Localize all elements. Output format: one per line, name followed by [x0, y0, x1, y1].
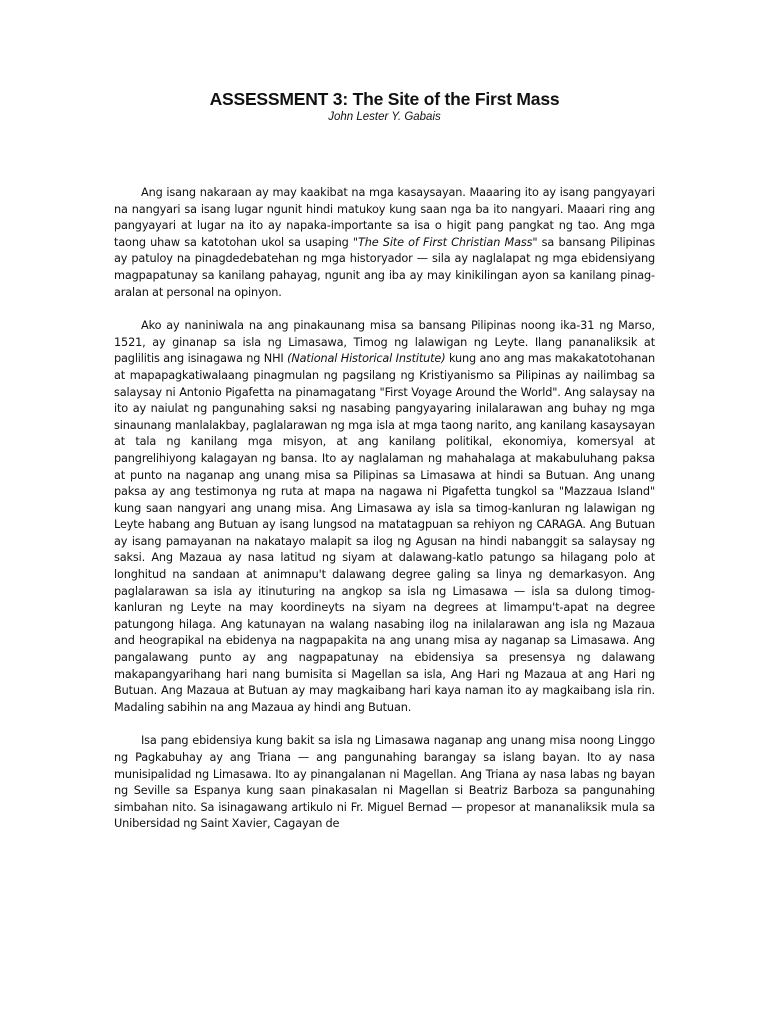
paragraph-text: kung ano ang mas makakatotohanan at mapapagkatiwalaang pinagmulan ng pagsilang ng Kristiyanismo sa Pilipinas ay nailimbag sa salaysay ni Antonio Pigafetta na pinamagatang "First Voyage Around the World". Ang salaysay na ito ay naiulat ng pangunahing saksi ng nasabing pangyayaring inilalarawan ang buhay ng mga sinaunang manlalakbay, paglalarawan ng mga isla at mga taong narito, ang kanilang kasaysayan at tala ng kanilang mga misyon, at ang kanilang politikal, ekonomiya, komersyal at pangrelihiyong kalagayan ng bansa. Ito ay naglalaman ng mahahalaga at makabuluhang paksa at punto na naganap ang unang misa sa Pilipinas sa Limasawa at hindi sa Butuan. Ang unang paksa ay ang testimonya ng ruta at mapa na nagawa ni Pigafetta tungkol sa "Mazzaua Island" kung saan nangyari ang unang misa. Ang Limasawa ay isla sa timog-kanluran ng lalawigan ng Leyte habang ang Butuan ay isang lungsod na matatagpuan sa rehiyon ng CARAGA. Ang Butuan ay isang pamayanan na nakatayo malapit sa ilog ng Agusan na hindi nabanggit sa salaysay ng saksi. Ang Mazaua ay nasa latitud ng siyam at dalawang-katlo patungo sa hilagang polo at longhitud na sandaan at animnapu't dalawang degree galing sa linya ng demarkasyon. Ang paglalarawan sa isla ay itinuturing na angkop sa isla ng Limasawa — isla sa dulong timog-kanluran ng Leyte na may koordineyts na siyam na degrees at limampu't-apat na degree patungong hilaga. Ang katunayan na walang nasabing ilog na inilalarawan ang isla ng Mazaua and heograpikal na ebidenya na nagpapakita na ang unang misa ay naganap sa Limasawa. Ang pangalawang punto ay ang nagpapatunay na ebidensiya sa presensya ng dalawang makapangyarihang hari nang bumisita si Magellan sa isla, Ang Hari ng Mazaua at ang Hari ng Butuan. Ang Mazaua at Butuan ay may magkaibang hari kaya naman ito ay magkaibang isla rin. Madaling sabihin na ang Mazaua ay hindi ang Butuan.: [114, 352, 655, 714]
emphasis-text: "The Site of First Christian Mass": [352, 235, 538, 249]
paragraph-triana: [114, 733, 655, 833]
paragraph-text: Ang isang nakaraan ay may kaakibat na mga kasaysayan. Maaaring ito ay isang pangyayari na nangyari sa isang lugar ngunit hindi matukoy kung saan nga ba ito nangyari. Maaari ring ang pangyayari at lugar na ito ay napaka-importante sa isa o higit pang pangkat ng tao. Ang mga taong uhaw sa katotohan ukol sa usaping: [114, 186, 655, 249]
paragraph-evidence: [114, 318, 655, 716]
paragraph-text: Ako ay naniniwala na ang pinakaunang misa sa bansang Pilipinas noong ika-31 ng Marso, 1521, ay ginanap sa isla ng Limasawa, Timog ng lalawigan ng Leyte. Ilang pananaliksik at paglilitis ang isinagawa ng NHI: [114, 319, 655, 366]
paragraph-text: sa bansang Pilipinas ay patuloy na pinagdedebatehan ng mga historyador — sila ay naglalapat ng mga ebidensiyang magpapatunay sa kanilang pahayag, ngunit ang iba ay may kinikilingan ayon sa kanilang pinag-aralan at personal na opinyon.: [114, 235, 656, 299]
document-author: John Lester Y. Gabais: [328, 111, 441, 123]
document-page: [114, 88, 655, 833]
document-body: [114, 185, 655, 833]
paragraph-intro: [114, 185, 655, 301]
document-title: ASSESSMENT 3: The Site of the First Mass: [209, 89, 560, 109]
emphasis-text: (National Historical Institute): [287, 352, 446, 366]
paragraph-text: Isa pang ebidensiya kung bakit sa isla ng Limasawa naganap ang unang misa noong Linggo ng Pagkabuhay ay ang Triana — ang pangunahing barangay sa islang bayan. Ito ay nasa munisipalidad ng Limasawa. Ito ay pinangalanan ni Magellan. Ang Triana ay nasa labas ng bayan ng Seville sa Espanya kung saan pinakasalan ni Magellan si Beatriz Barboza sa pangunahing simbahan nito. Sa isinagawang artikulo ni Fr. Miguel Bernad — propesor at mananaliksik mula sa Unibersidad ng Saint Xavier, Cagayan de: [114, 734, 655, 831]
